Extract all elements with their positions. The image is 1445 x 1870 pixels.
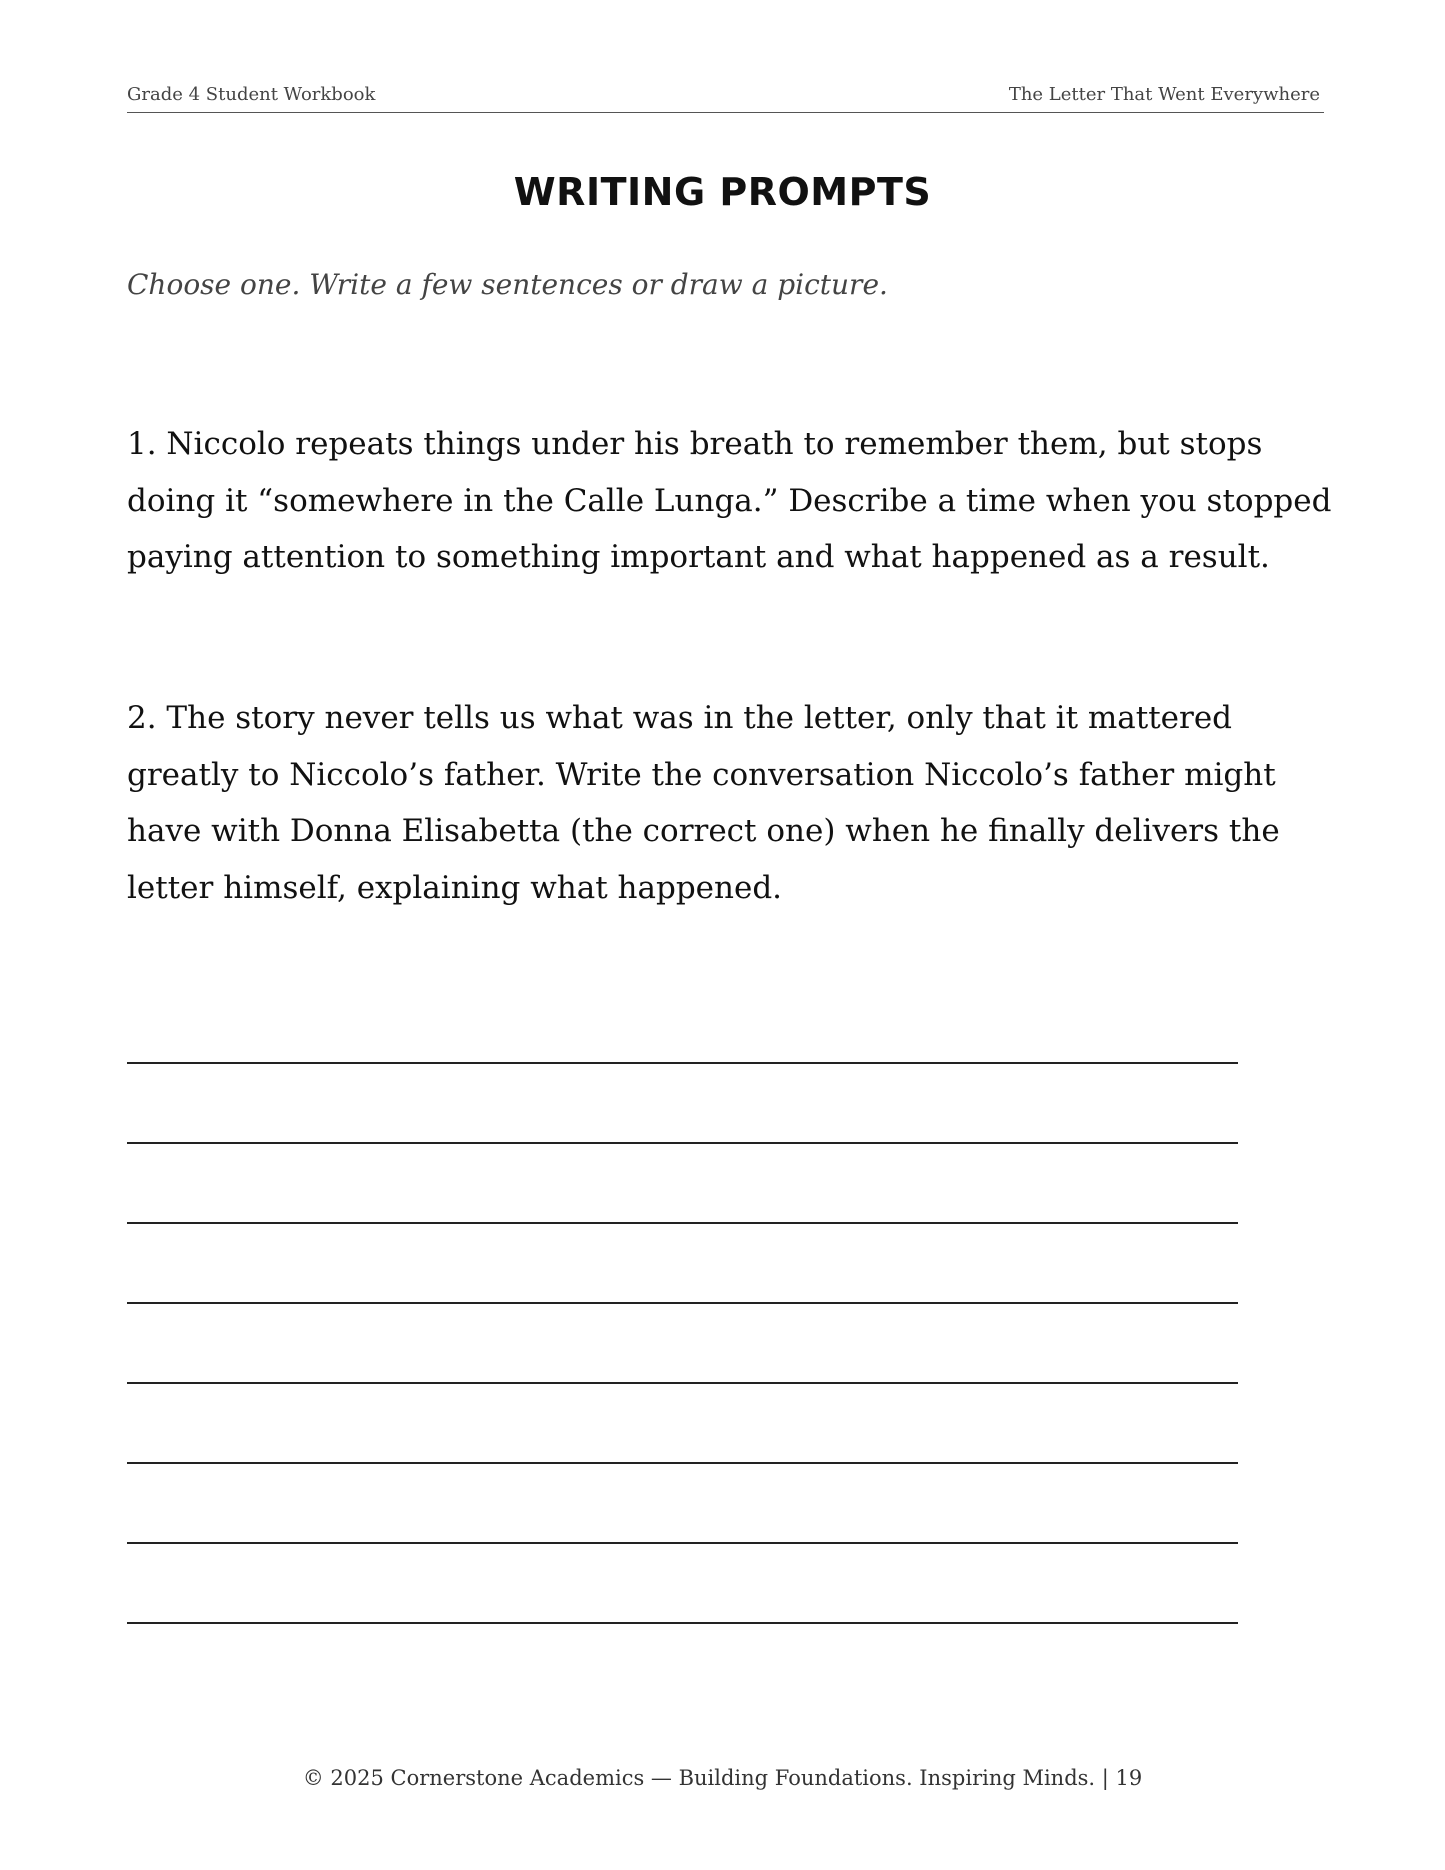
answer-line (127, 1542, 1238, 1544)
header-story-title: The Letter That Went Everywhere (1008, 84, 1320, 105)
answer-line (127, 1062, 1238, 1064)
answer-line (127, 1142, 1238, 1144)
answer-line (127, 1462, 1238, 1464)
page-title: WRITING PROMPTS (513, 170, 932, 214)
answer-line (127, 1222, 1238, 1224)
answer-line (127, 1382, 1238, 1384)
prompt-2: 2. The story never tells us what was in the letter, only that it mattered greatly to Niccolo’s father. Write the conversation Niccolo’s father might have with Donna Elisabetta (the correct one) when he finally delivers the letter himself, explaining what happened. (127, 700, 1280, 906)
answer-line (127, 1302, 1238, 1304)
answer-lines (127, 1062, 1238, 1702)
page-header (127, 82, 1324, 113)
prompt-1: 1. Niccolo repeats things under his breath to remember them, but stops doing it “somewhere in the Calle Lunga.” Describe a time when you stopped paying attention to something important and what happened as a result. (127, 426, 1332, 575)
page-footer: © 2025 Cornerstone Academics — Building Foundations. Inspiring Minds. | 19 (302, 1766, 1143, 1790)
header-workbook-title: Grade 4 Student Workbook (127, 84, 376, 105)
instructions: Choose one. Write a few sentences or draw a picture. (127, 268, 888, 301)
answer-line (127, 1622, 1238, 1624)
